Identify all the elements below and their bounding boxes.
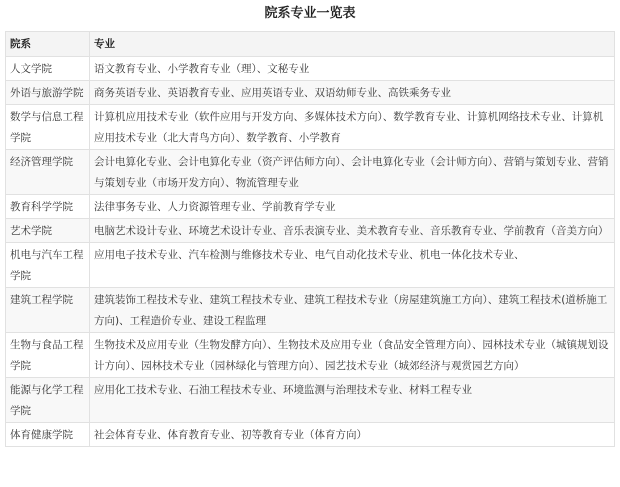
table-row [6, 81, 615, 105]
college-cell: 机电与汽车工程学院 [6, 243, 90, 288]
table-row [6, 150, 615, 195]
majors-cell: 社会体育专业、体育教育专业、初等教育专业（体育方向） [89, 423, 614, 447]
majors-cell: 语文教育专业、小学教育专业（理）、文秘专业 [89, 57, 614, 81]
college-major-table [5, 31, 615, 447]
college-cell: 外语与旅游学院 [6, 81, 90, 105]
college-cell: 艺术学院 [6, 219, 90, 243]
table-row [6, 219, 615, 243]
majors-cell: 法律事务专业、人力资源管理专业、学前教育学专业 [89, 195, 614, 219]
college-cell: 体育健康学院 [6, 423, 90, 447]
majors-cell: 会计电算化专业、会计电算化专业（资产评估师方向）、会计电算化专业（会计师方向）、营销与策划专业、营销与策划专业（市场开发方向）、物流管理专业 [89, 150, 614, 195]
college-cell: 生物与食品工程学院 [6, 333, 90, 378]
table-header-row [6, 32, 615, 57]
majors-cell: 应用化工技术专业、石油工程技术专业、环境监测与治理技术专业、材料工程专业 [89, 378, 614, 423]
majors-cell: 电脑艺术设计专业、环境艺术设计专业、音乐表演专业、美术教育专业、音乐教育专业、学前教育（音美方向） [89, 219, 614, 243]
college-cell: 能源与化学工程学院 [6, 378, 90, 423]
table-row [6, 288, 615, 333]
header-major: 专业 [89, 32, 614, 57]
college-cell: 经济管理学院 [6, 150, 90, 195]
table-row [6, 195, 615, 219]
majors-cell: 建筑装饰工程技术专业、建筑工程技术专业、建筑工程技术专业（房屋建筑施工方向）、建筑工程技术(道桥施工方向)、工程造价专业、建设工程监理 [89, 288, 614, 333]
college-cell: 人文学院 [6, 57, 90, 81]
table-row [6, 105, 615, 150]
college-cell: 教育科学学院 [6, 195, 90, 219]
majors-cell: 计算机应用技术专业（软件应用与开发方向、多媒体技术方向）、数学教育专业、计算机网络技术专业、计算机应用技术专业（北大青鸟方向）、数学教育、小学教育 [89, 105, 614, 150]
majors-cell: 应用电子技术专业、汽车检测与维修技术专业、电气自动化技术专业、机电一体化技术专业、 [89, 243, 614, 288]
header-college: 院系 [6, 32, 90, 57]
college-cell: 建筑工程学院 [6, 288, 90, 333]
table-row [6, 57, 615, 81]
majors-cell: 商务英语专业、英语教育专业、应用英语专业、双语幼师专业、高铁乘务专业 [89, 81, 614, 105]
table-row [6, 243, 615, 288]
table-body [6, 57, 615, 447]
college-cell: 数学与信息工程学院 [6, 105, 90, 150]
page-title: 院系专业一览表 [264, 6, 356, 21]
table-row [6, 333, 615, 378]
majors-cell: 生物技术及应用专业（生物发酵方向）、生物技术及应用专业（食品安全管理方向）、园林技术专业（城镇规划设计方向）、园林技术专业（园林绿化与管理方向）、园艺技术专业（城郊经济与观赏园艺方向） [89, 333, 614, 378]
table-row [6, 378, 615, 423]
table-row [6, 423, 615, 447]
